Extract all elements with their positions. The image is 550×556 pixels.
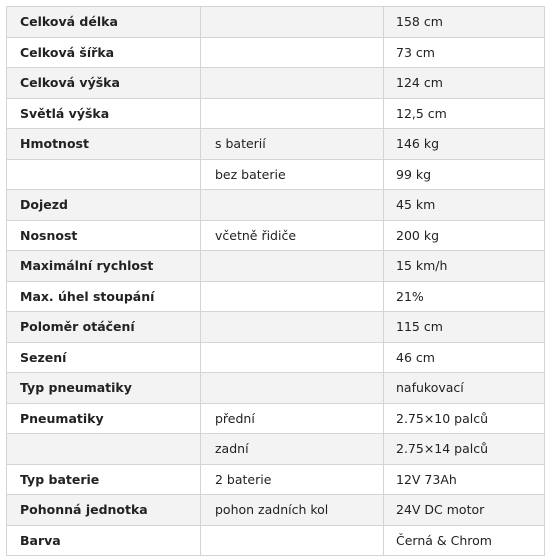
spec-name: Max. úhel stoupání: [7, 281, 201, 312]
spec-condition: [201, 68, 384, 99]
spec-condition: zadní: [201, 434, 384, 465]
table-row: [7, 525, 545, 556]
spec-value: 146 kg: [384, 129, 545, 160]
spec-value: 15 km/h: [384, 251, 545, 282]
spec-value: 12,5 cm: [384, 98, 545, 129]
spec-value: 45 km: [384, 190, 545, 221]
spec-name: Celková šířka: [7, 37, 201, 68]
spec-name: Typ pneumatiky: [7, 373, 201, 404]
spec-condition: [201, 342, 384, 373]
spec-value: 2.75×14 palců: [384, 434, 545, 465]
spec-name: Hmotnost: [7, 129, 201, 160]
spec-name: Pohonná jednotka: [7, 495, 201, 526]
spec-value: 200 kg: [384, 220, 545, 251]
spec-name: Celková délka: [7, 7, 201, 38]
spec-condition: pohon zadních kol: [201, 495, 384, 526]
spec-name: Pneumatiky: [7, 403, 201, 434]
spec-name: Typ baterie: [7, 464, 201, 495]
table-row: [7, 7, 545, 38]
spec-condition: včetně řidiče: [201, 220, 384, 251]
table-row: [7, 495, 545, 526]
spec-condition: [201, 37, 384, 68]
spec-name: Celková výška: [7, 68, 201, 99]
table-row: [7, 159, 545, 190]
table-row: [7, 464, 545, 495]
spec-name: [7, 159, 201, 190]
spec-name: Nosnost: [7, 220, 201, 251]
table-row: [7, 434, 545, 465]
spec-table: [6, 6, 545, 556]
spec-name: Barva: [7, 525, 201, 556]
table-row: [7, 190, 545, 221]
spec-value: 124 cm: [384, 68, 545, 99]
spec-value: 2.75×10 palců: [384, 403, 545, 434]
spec-condition: přední: [201, 403, 384, 434]
spec-condition: [201, 312, 384, 343]
spec-condition: 2 baterie: [201, 464, 384, 495]
spec-condition: [201, 251, 384, 282]
spec-value: Černá & Chrom: [384, 525, 545, 556]
table-row: [7, 373, 545, 404]
spec-name: Poloměr otáčení: [7, 312, 201, 343]
spec-condition: [201, 98, 384, 129]
table-row: [7, 37, 545, 68]
spec-name: Světlá výška: [7, 98, 201, 129]
table-row: [7, 403, 545, 434]
spec-name: [7, 434, 201, 465]
spec-name: Dojezd: [7, 190, 201, 221]
table-row: [7, 129, 545, 160]
spec-table-body: [7, 7, 545, 556]
spec-condition: bez baterie: [201, 159, 384, 190]
spec-value: 24V DC motor: [384, 495, 545, 526]
spec-value: 99 kg: [384, 159, 545, 190]
spec-condition: [201, 7, 384, 38]
spec-value: 158 cm: [384, 7, 545, 38]
spec-condition: [201, 281, 384, 312]
spec-value: nafukovací: [384, 373, 545, 404]
table-row: [7, 68, 545, 99]
spec-value: 73 cm: [384, 37, 545, 68]
table-row: [7, 342, 545, 373]
table-row: [7, 220, 545, 251]
spec-value: 115 cm: [384, 312, 545, 343]
table-row: [7, 251, 545, 282]
spec-condition: [201, 190, 384, 221]
spec-value: 12V 73Ah: [384, 464, 545, 495]
table-row: [7, 312, 545, 343]
spec-condition: [201, 525, 384, 556]
table-row: [7, 98, 545, 129]
table-row: [7, 281, 545, 312]
spec-name: Sezení: [7, 342, 201, 373]
spec-value: 21%: [384, 281, 545, 312]
spec-condition: s baterií: [201, 129, 384, 160]
spec-condition: [201, 373, 384, 404]
spec-name: Maximální rychlost: [7, 251, 201, 282]
spec-value: 46 cm: [384, 342, 545, 373]
